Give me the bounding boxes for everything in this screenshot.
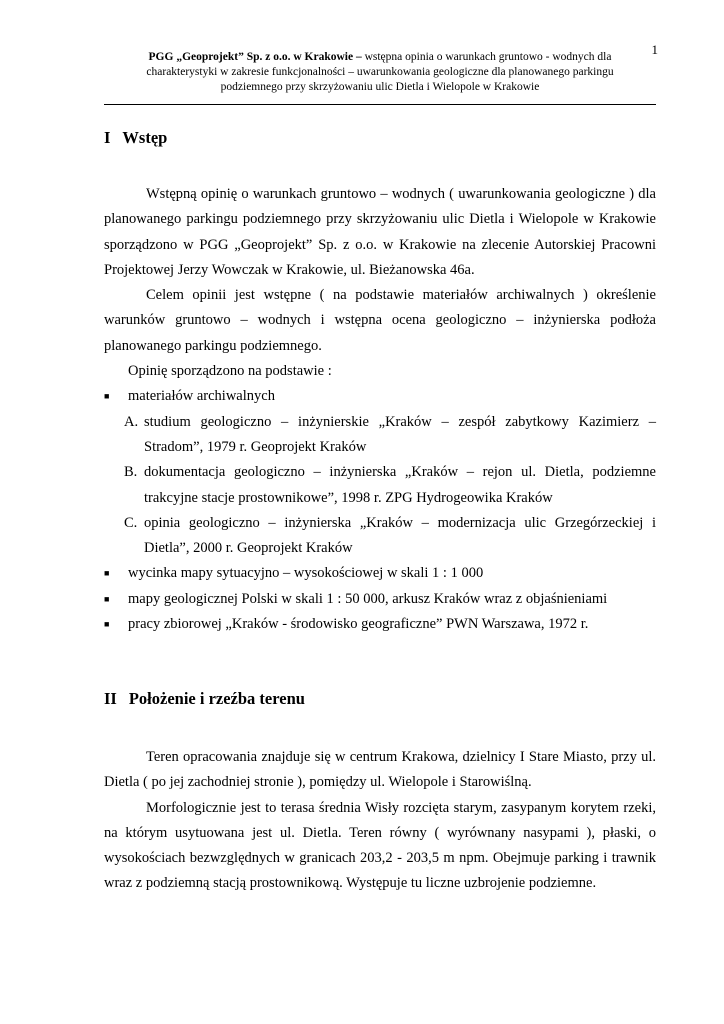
- section-2-paragraph-1: Teren opracowania znajduje się w centrum Krakowa, dzielnicy I Stare Miasto, przy ul. Dietla ( po jej zachodniej stronie ), pomiędzy ul. Wielopole i Starowiślną.: [104, 749, 656, 791]
- page-number: 1: [651, 42, 658, 57]
- bullet-item-map: [104, 561, 656, 586]
- header-company: PGG „Geoprojekt” Sp. z o.o. w Krakowie –: [148, 51, 362, 63]
- section-1-title: Wstęp: [122, 128, 168, 147]
- square-bullet-icon: ■: [104, 593, 110, 604]
- archival-item-label: C.: [124, 514, 138, 531]
- archival-item-a: [104, 410, 656, 461]
- bullet-item-archival: [104, 384, 656, 409]
- square-bullet-icon: ■: [104, 568, 110, 579]
- section-2-number: II: [104, 689, 117, 708]
- basis-intro: Opinię sporządzono na podstawie :: [128, 363, 332, 380]
- header-line-3: podziemnego przy skrzyżowaniu ulic Dietla i Wielopole w Krakowie: [220, 81, 540, 93]
- archival-item-text: dokumentacja geologiczno – inżynierska „Kraków – rejon ul. Dietla, podziemne trakcyjne stacje prostownikowe”, 1998 r. ZPG Hydrogeowika Kraków: [144, 464, 656, 506]
- bullet-item-geologic-map: [104, 587, 656, 612]
- bullet-text: mapy geologicznej Polski w skali 1 : 50 000, arkusz Kraków wraz z objaśnieniami: [128, 590, 608, 607]
- section-1-number: I: [104, 128, 111, 147]
- archival-item-label: A.: [124, 413, 139, 430]
- section-2-paragraph-2: Morfologicznie jest to terasa średnia Wisły rozcięta starym, zasypanym korytem rzeki, na którym usytuowana jest ul. Dietla. Teren równy ( wyrównany nasypami ), płaski, o wysokościach bezwzględnych w granicach 203,2 - 203,5 m npm. Obejmuje parking i trawnik wraz z podziemną stacją prostownikową. Występuje tu liczne uzbrojenie podziemne.: [104, 799, 656, 892]
- bullet-text: wycinka mapy sytuacyjno – wysokościowej w skali 1 : 1 000: [128, 565, 484, 582]
- section-2-body: [104, 745, 656, 897]
- header-line-2: charakterystyki w zakresie funkcjonalności – uwarunkowania geologiczne dla planowanego parkingu: [146, 66, 614, 78]
- document-header: [104, 50, 656, 95]
- section-2-heading: [104, 689, 305, 709]
- section-2-title: Położenie i rzeźba terenu: [128, 689, 305, 708]
- section-1-heading: [104, 128, 167, 148]
- bullet-text: materiałów archiwalnych: [128, 388, 275, 405]
- section-1-paragraph-2: Celem opinii jest wstępne ( na podstawie materiałów archiwalnych ) określenie warunków gruntowo – wodnych i wstępna ocena geologiczno – inżynierska podłoża planowanego parkingu podziemnego.: [104, 287, 656, 354]
- archival-item-label: B.: [124, 464, 138, 481]
- section-1-paragraph-1: Wstępną opinię o warunkach gruntowo – wodnych ( uwarunkowania geologiczne ) dla planowanego parkingu podziemnego przy skrzyżowaniu ulic Dietla i Wielopole w Krakowie sporządzono w PGG „Geoprojekt” Sp. z o.o. w Krakowie na zlecenie Autorskiej Pracowni Projektowej Jerzy Wowczak w Krakowie, ul. Bieżanowska 46a.: [104, 186, 656, 278]
- header-divider: [104, 104, 656, 105]
- archival-item-b: [104, 460, 656, 511]
- archival-item-c: [104, 511, 656, 562]
- square-bullet-icon: ■: [104, 619, 110, 630]
- section-1-body: [104, 182, 656, 637]
- square-bullet-icon: ■: [104, 391, 110, 402]
- archival-item-text: opinia geologiczno – inżynierska „Kraków – modernizacja ulic Grzegórzeckiej i Dietla”, 2000 r. Geoprojekt Kraków: [144, 514, 656, 557]
- header-line-1-rest: wstępna opinia o warunkach gruntowo - wodnych dla: [361, 51, 612, 63]
- archival-item-text: studium geologiczno – inżynierskie „Kraków – zespół zabytkowy Kazimierz – Stradom”, 1979 r. Geoprojekt Kraków: [144, 413, 656, 455]
- bullet-item-publication: [104, 612, 656, 637]
- bullet-text: pracy zbiorowej „Kraków - środowisko geograficzne” PWN Warszawa, 1972 r.: [128, 616, 589, 633]
- header-line-1: [104, 50, 656, 65]
